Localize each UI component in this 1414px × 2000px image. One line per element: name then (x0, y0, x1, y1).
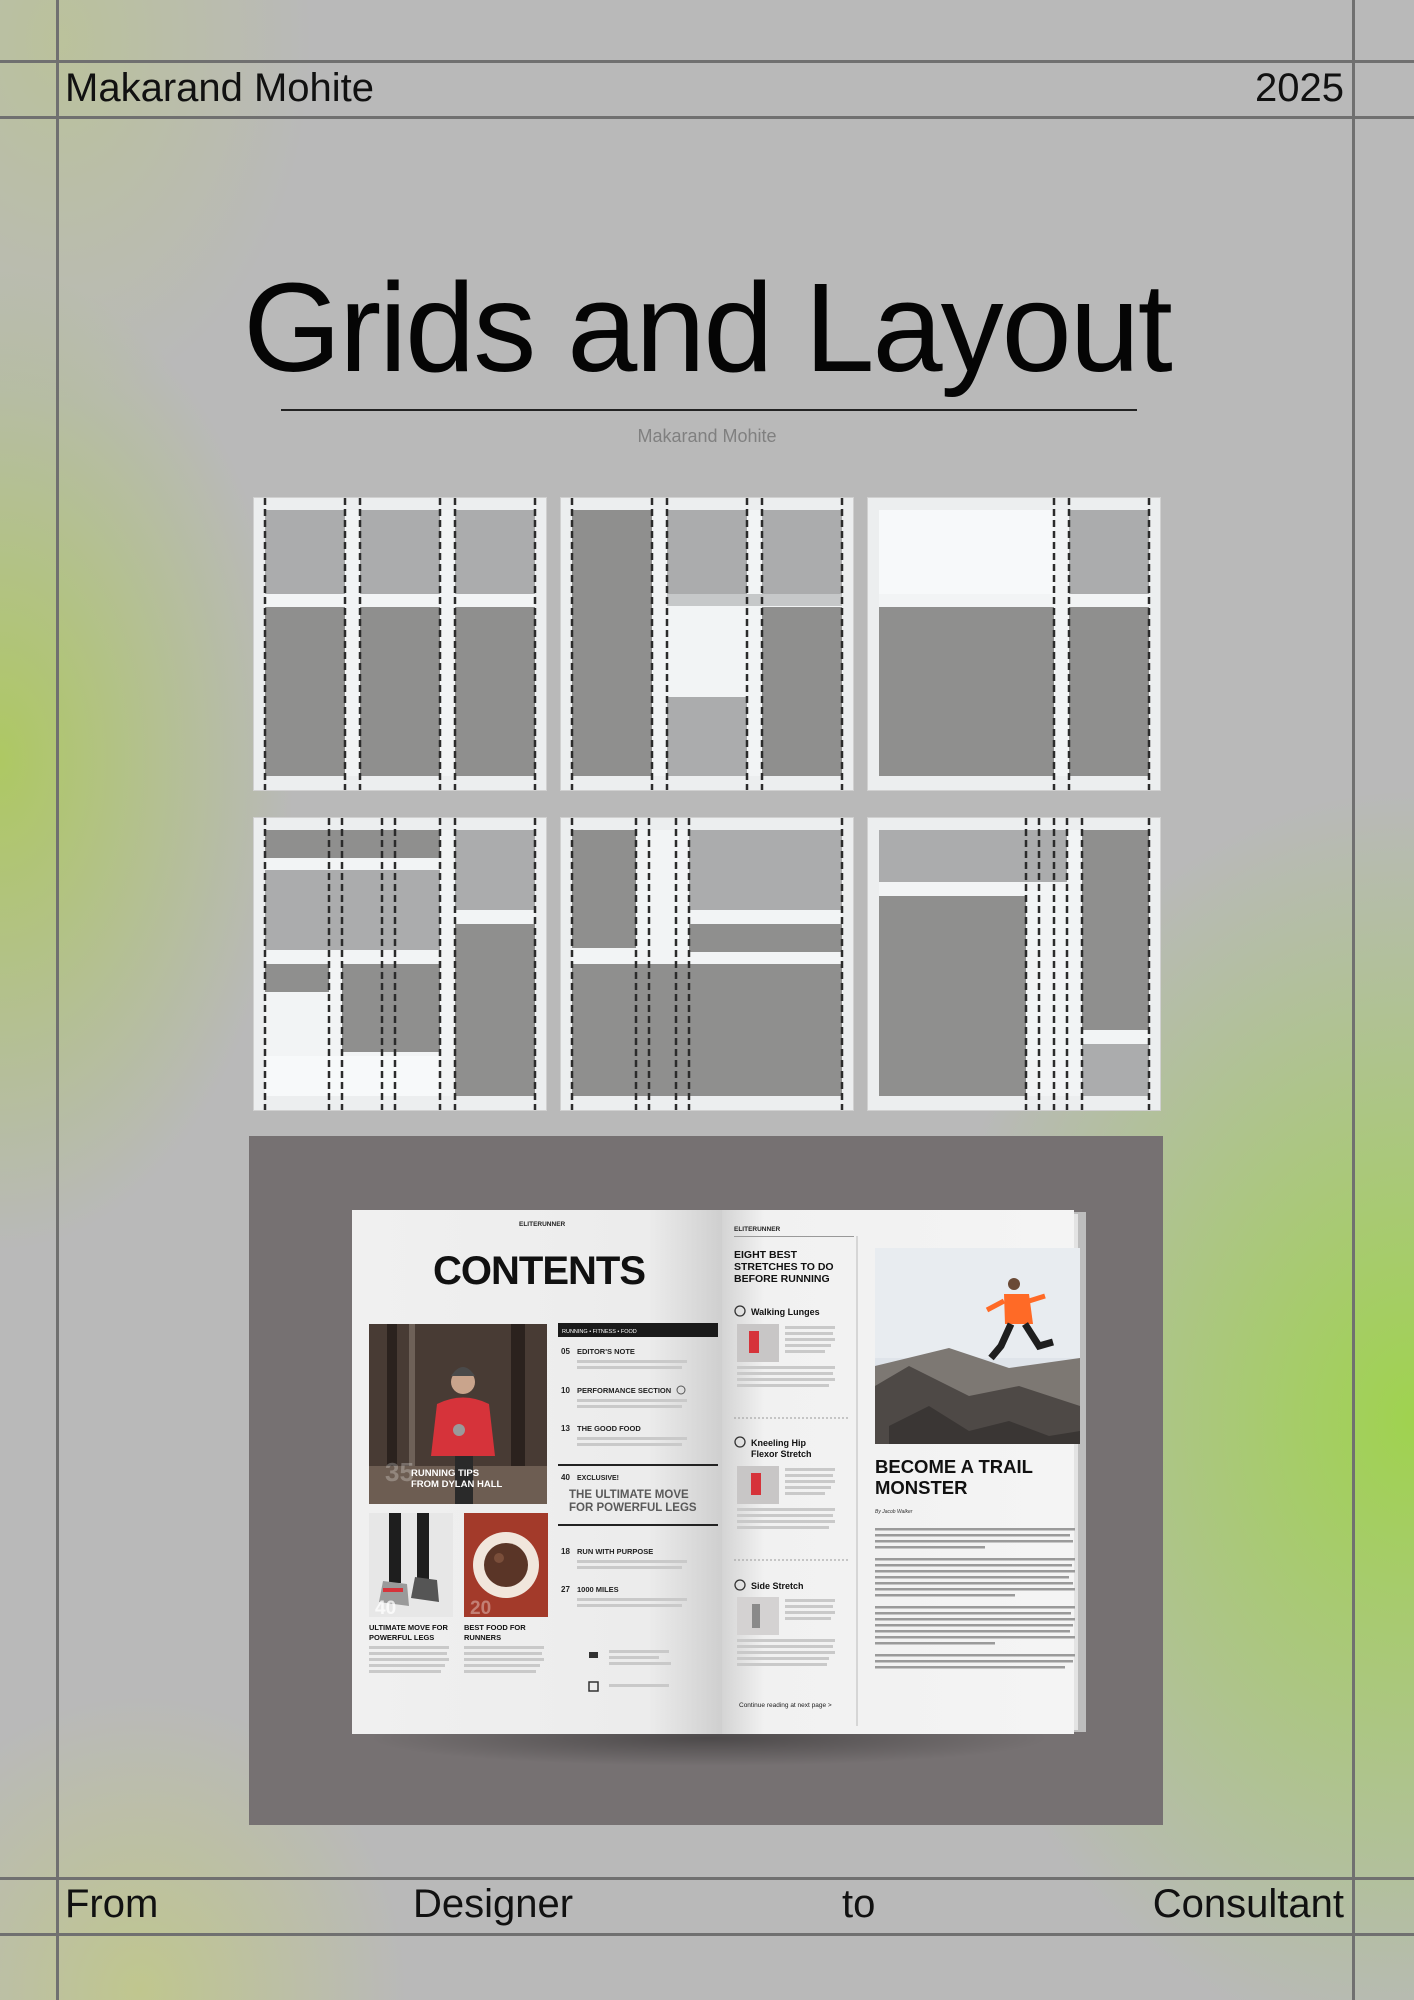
grid-layout-2 (561, 498, 853, 790)
year: 2025 (1255, 66, 1344, 110)
grid-layout-1 (254, 498, 546, 790)
exclusive-line1: THE ULTIMATE MOVE (569, 1489, 689, 1501)
svg-text:PERFORMANCE SECTION: PERFORMANCE SECTION (577, 1386, 672, 1395)
thumb2-number: 20 (470, 1598, 492, 1619)
byline: By Jacob Walker (875, 1509, 913, 1515)
svg-text:EDITOR'S NOTE: EDITOR'S NOTE (577, 1347, 635, 1356)
photo-number: 35 (385, 1457, 414, 1487)
brand: ELITERUNNER (519, 1221, 566, 1228)
footer-word-to: to (842, 1882, 876, 1926)
stretch-item: Walking Lunges (751, 1307, 820, 1317)
footer-word-designer: Designer (413, 1882, 574, 1926)
author-name: Makarand Mohite (65, 66, 375, 110)
page-title: Grids and Layout (243, 257, 1171, 398)
svg-text:10: 10 (561, 1386, 570, 1395)
continue-link: Continue reading at next page > (739, 1702, 832, 1709)
legs-photo (369, 1513, 453, 1619)
svg-text:27: 27 (561, 1585, 570, 1594)
thumb1-title-line1: ULTIMATE MOVE FOR (369, 1623, 448, 1632)
photo-caption-line2: FROM DYLAN HALL (411, 1479, 503, 1490)
footer-word-from: From (65, 1882, 159, 1926)
guide-line (0, 116, 1414, 119)
section-bar: RUNNING • FITNESS • FOOD (562, 1329, 637, 1335)
thumb2-title-line2: RUNNERS (464, 1633, 502, 1642)
stretch-heading-line1: EIGHT BEST (734, 1249, 798, 1261)
grid-layout-3 (868, 498, 1160, 790)
stretch-heading-line2: STRETCHES TO DO (734, 1261, 834, 1273)
runner-photo (369, 1324, 547, 1504)
grid-layout-5 (561, 818, 853, 1110)
svg-text:RUN WITH PURPOSE: RUN WITH PURPOSE (577, 1547, 654, 1556)
title-rule (281, 409, 1137, 411)
guide-line (0, 1877, 1414, 1880)
grid-layout-6 (868, 818, 1160, 1110)
stretch-item: Flexor Stretch (751, 1449, 812, 1459)
svg-text:THE GOOD FOOD: THE GOOD FOOD (577, 1424, 641, 1433)
magazine-mockup (249, 1136, 1163, 1825)
exclusive-line2: FOR POWERFUL LEGS (569, 1502, 697, 1514)
photo-caption-line1: RUNNING TIPS (411, 1468, 480, 1479)
guide-line (0, 1933, 1414, 1936)
thumb1-title-line2: POWERFUL LEGS (369, 1633, 435, 1642)
svg-text:18: 18 (561, 1547, 570, 1556)
article-title-line1: BECOME A TRAIL (875, 1456, 1033, 1477)
thumb2-title-line1: BEST FOOD FOR (464, 1623, 526, 1632)
stretch-item: Kneeling Hip (751, 1438, 807, 1448)
svg-text:40: 40 (561, 1473, 570, 1482)
trail-runner-photo (875, 1248, 1080, 1444)
mail-icon (589, 1652, 598, 1658)
article-title-line2: MONSTER (875, 1477, 968, 1498)
svg-text:05: 05 (561, 1347, 570, 1356)
contents-heading: CONTENTS (433, 1249, 645, 1293)
subtitle: Makarand Mohite (637, 426, 777, 446)
stretch-item: Side Stretch (751, 1581, 804, 1591)
food-photo (464, 1513, 548, 1619)
thumb1-number: 40 (375, 1598, 397, 1619)
svg-text:EXCLUSIVE!: EXCLUSIVE! (577, 1475, 620, 1482)
footer-word-consultant: Consultant (1152, 1882, 1344, 1926)
svg-text:13: 13 (561, 1424, 570, 1433)
brand: ELITERUNNER (734, 1226, 781, 1233)
guide-line (0, 60, 1414, 63)
stretch-heading-line3: BEFORE RUNNING (734, 1273, 830, 1285)
grid-layout-4 (254, 818, 546, 1110)
svg-text:1000 MILES: 1000 MILES (577, 1585, 619, 1594)
